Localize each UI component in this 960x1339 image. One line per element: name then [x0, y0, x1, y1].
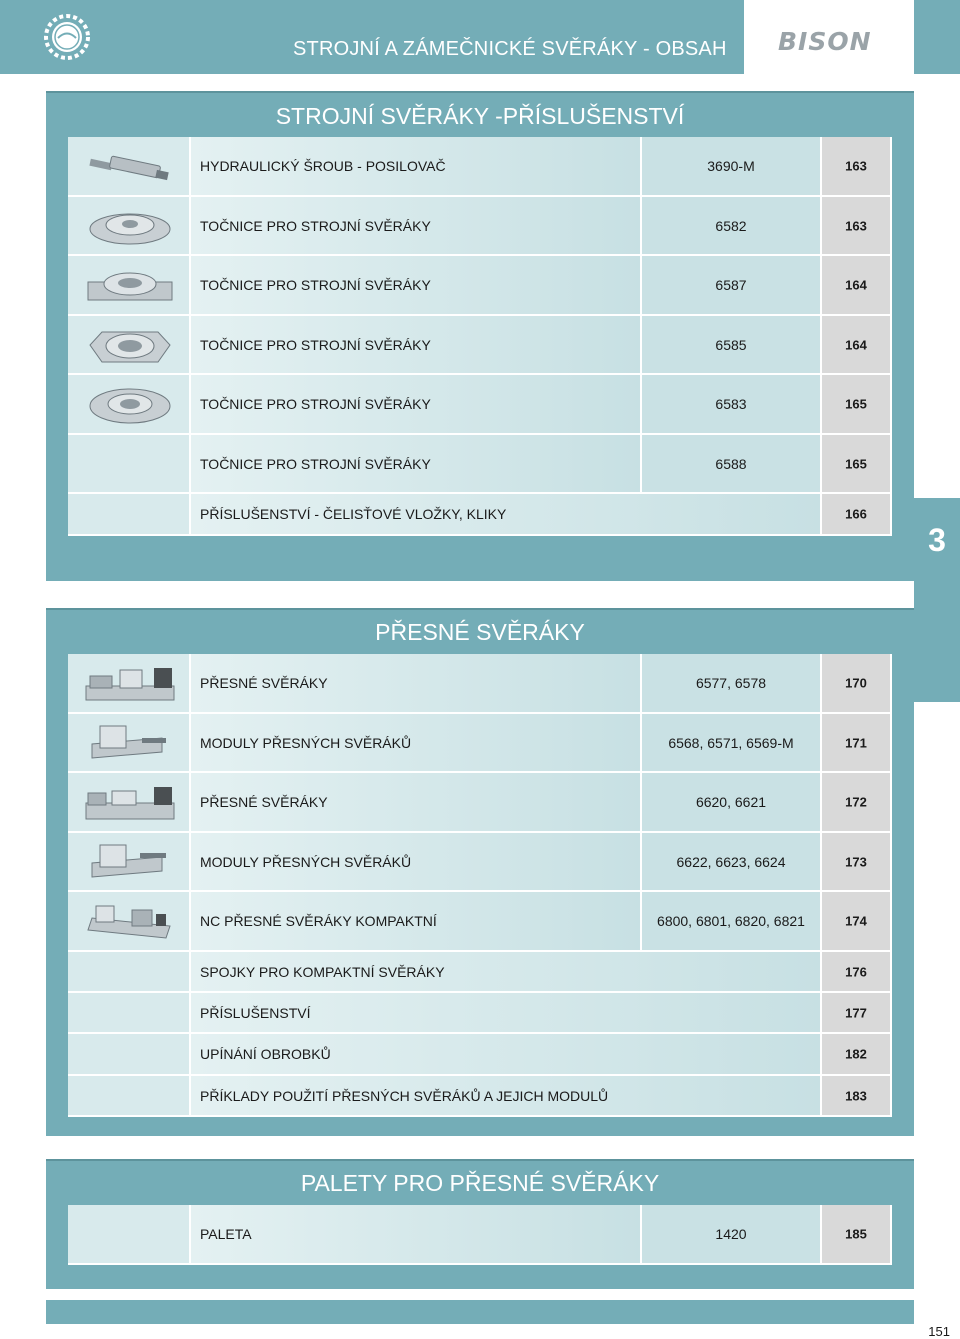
item-code: 6620, 6621	[695, 794, 767, 810]
swivel-base-icon	[82, 205, 177, 247]
item-name: PŘESNÉ SVĚRÁKY	[200, 675, 328, 691]
item-name: PALETA	[200, 1226, 252, 1242]
table-row[interactable]	[68, 375, 892, 435]
item-page: 163	[845, 158, 867, 174]
item-page: 176	[845, 964, 867, 979]
item-code: 1420	[715, 1226, 747, 1242]
item-code: 6587	[715, 277, 747, 293]
item-code: 3690-M	[707, 158, 755, 174]
swivel-base-icon	[82, 383, 177, 425]
table-row[interactable]	[68, 654, 892, 714]
item-code: 6588	[715, 455, 747, 472]
item-page: 171	[845, 735, 867, 750]
item-name: MODULY PŘESNÝCH SVĚRÁKŮ	[200, 734, 412, 751]
item-name: PŘÍKLADY POUŽITÍ PŘESNÝCH SVĚRÁKŮ A JEJICH MODULŮ	[200, 1087, 609, 1104]
item-name: TOČNICE PRO STROJNÍ SVĚRÁKY	[200, 217, 431, 234]
header-bar	[0, 0, 744, 74]
item-name: TOČNICE PRO STROJNÍ SVĚRÁKY	[200, 336, 431, 353]
item-code: 6582	[715, 217, 747, 234]
item-name: UPÍNÁNÍ OBROBKŮ	[200, 1046, 331, 1062]
item-name: TOČNICE PRO STROJNÍ SVĚRÁKY	[200, 455, 431, 472]
swivel-base-icon	[82, 324, 177, 366]
item-name: MODULY PŘESNÝCH SVĚRÁKŮ	[200, 853, 412, 870]
company-gear-logo-icon	[44, 14, 90, 60]
table-row[interactable]	[68, 993, 892, 1034]
table-row[interactable]	[68, 892, 892, 952]
item-name: HYDRAULICKÝ ŠROUB - POSILOVAČ	[200, 158, 446, 174]
hydraulic-screw-icon	[82, 145, 177, 187]
swivel-base-icon	[82, 264, 177, 306]
page-title: STROJNÍ A ZÁMEČNICKÉ SVĚRÁKY - OBSAH	[293, 38, 727, 60]
chapter-number: 3	[928, 522, 946, 558]
item-page: 185	[845, 1226, 867, 1242]
table-row[interactable]	[68, 1034, 892, 1076]
item-page: 165	[845, 456, 867, 471]
section-title: PALETY PRO PŘESNÉ SVĚRÁKY	[300, 1170, 660, 1196]
item-page: 172	[845, 794, 867, 810]
item-name: PŘÍSLUŠENSTVÍ	[200, 1004, 311, 1021]
item-code: 6583	[715, 396, 747, 412]
item-page: 166	[845, 506, 867, 522]
table-row[interactable]	[68, 1205, 892, 1265]
table-row[interactable]	[68, 833, 892, 892]
brand-logo: BISON	[778, 27, 872, 56]
header-right-strip	[914, 0, 960, 74]
item-page: 177	[845, 1005, 867, 1020]
item-page: 173	[845, 854, 867, 869]
item-name: NC PŘESNÉ SVĚRÁKY KOMPAKTNÍ	[200, 913, 437, 929]
table-row[interactable]	[68, 316, 892, 375]
item-name: PŘESNÉ SVĚRÁKY	[200, 794, 328, 810]
item-page: 164	[845, 337, 867, 352]
table-row[interactable]	[68, 435, 892, 494]
item-code: 6585	[715, 336, 747, 353]
table-row[interactable]	[68, 197, 892, 256]
item-name: TOČNICE PRO STROJNÍ SVĚRÁKY	[200, 396, 431, 412]
table-row[interactable]	[68, 137, 892, 197]
table-row[interactable]	[68, 494, 892, 536]
item-name: SPOJKY PRO KOMPAKTNÍ SVĚRÁKY	[200, 963, 445, 980]
table-row[interactable]	[68, 256, 892, 316]
table-row[interactable]	[68, 714, 892, 773]
item-code: 6568, 6571, 6569-M	[668, 734, 794, 751]
compact-vise-icon	[82, 900, 177, 942]
item-page: 182	[845, 1046, 867, 1062]
item-name: PŘÍSLUŠENSTVÍ - ČELISŤOVÉ VLOŽKY, KLIKY	[200, 506, 507, 522]
vise-module-icon	[82, 841, 177, 883]
table-row[interactable]	[68, 773, 892, 833]
page-number: 151	[928, 1324, 950, 1339]
item-page: 183	[845, 1088, 867, 1103]
section-title: PŘESNÉ SVĚRÁKY	[375, 619, 585, 645]
precision-vise-icon	[82, 781, 177, 823]
item-page: 174	[845, 913, 867, 929]
item-page: 170	[845, 675, 867, 691]
item-code: 6577, 6578	[695, 675, 767, 691]
section-title: STROJNÍ SVĚRÁKY -PŘÍSLUŠENSTVÍ	[275, 103, 685, 129]
vise-module-icon	[82, 722, 177, 764]
item-name: TOČNICE PRO STROJNÍ SVĚRÁKY	[200, 277, 431, 293]
item-code: 6800, 6801, 6820, 6821	[657, 913, 805, 929]
item-page: 164	[845, 277, 867, 293]
item-page: 163	[845, 218, 867, 233]
item-code: 6622, 6623, 6624	[676, 853, 786, 870]
footer-bar	[46, 1300, 914, 1324]
table-row[interactable]	[68, 1076, 892, 1117]
item-page: 165	[845, 396, 867, 412]
table-row[interactable]	[68, 952, 892, 993]
precision-vise-icon	[82, 662, 177, 704]
